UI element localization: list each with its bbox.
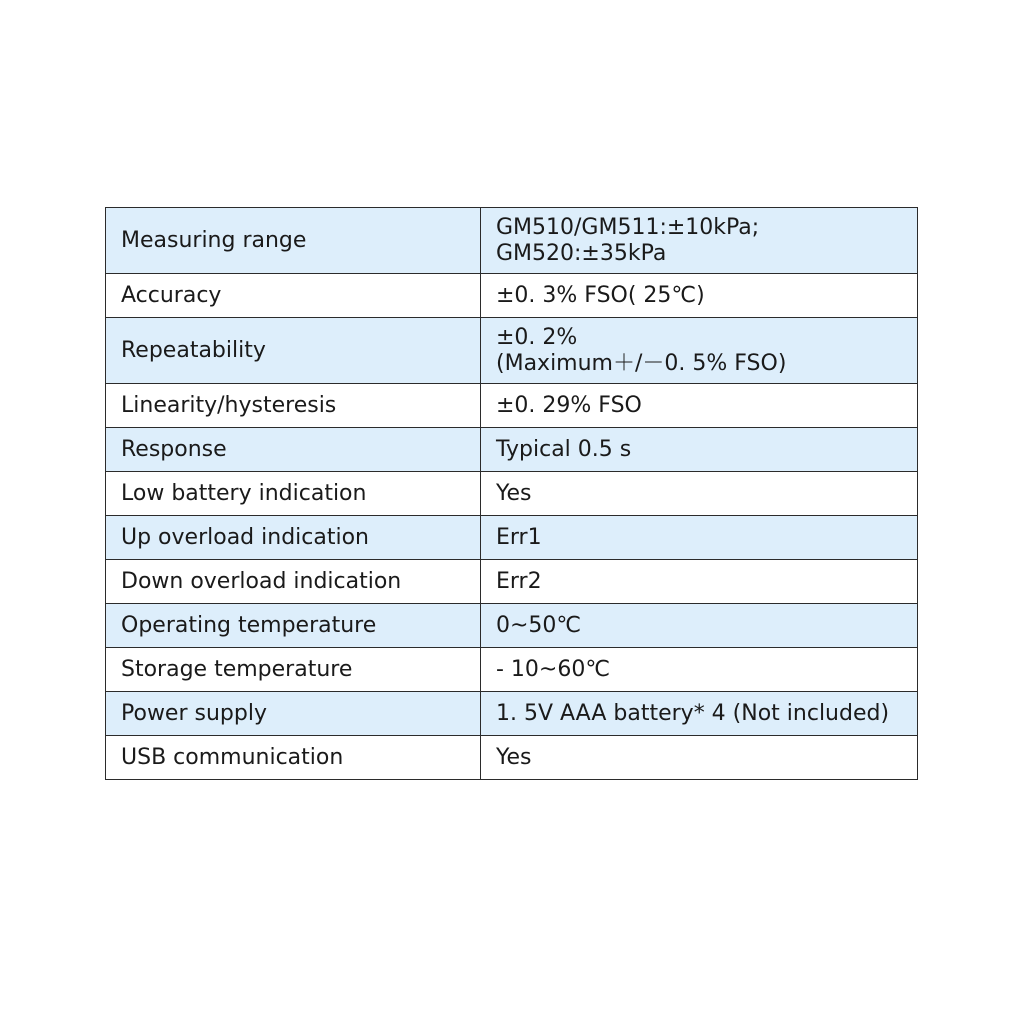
spec-label: Repeatability [106,318,481,384]
spec-value [481,604,918,648]
table-row [106,384,918,428]
spec-value [481,560,918,604]
spec-value-line: GM510/GM511:±10kPa; [496,214,760,240]
spec-value-line: 0~50℃ [496,612,582,638]
spec-label: Up overload indication [106,516,481,560]
spec-label: Power supply [106,692,481,736]
table-row [106,648,918,692]
table-row [106,516,918,560]
spec-table [105,207,918,780]
spec-value-line: (Maximum＋/－0. 5% FSO) [496,350,787,376]
spec-value-line: 1. 5V AAA battery* 4 (Not included) [496,700,890,726]
spec-value-line: ±0. 2% [496,324,578,350]
table-row [106,604,918,648]
spec-value [481,736,918,780]
spec-value [481,208,918,274]
spec-label: Low battery indication [106,472,481,516]
table-row [106,692,918,736]
spec-label: Response [106,428,481,472]
spec-label: Down overload indication [106,560,481,604]
table-row [106,428,918,472]
spec-label: Accuracy [106,274,481,318]
table-row [106,736,918,780]
spec-value [481,692,918,736]
spec-value [481,318,918,384]
spec-value-line: ±0. 29% FSO [496,392,642,418]
spec-label: Measuring range [106,208,481,274]
table-row [106,274,918,318]
spec-value-line: Typical 0.5 s [496,436,632,462]
spec-label: Storage temperature [106,648,481,692]
spec-label: USB communication [106,736,481,780]
spec-value-line: GM520:±35kPa [496,240,667,266]
table-row [106,208,918,274]
spec-value [481,384,918,428]
spec-value [481,516,918,560]
spec-value-line: - 10~60℃ [496,656,611,682]
spec-value-line: Yes [496,744,532,770]
spec-value [481,648,918,692]
spec-value-line: Yes [496,480,532,506]
spec-value [481,428,918,472]
spec-label: Linearity/hysteresis [106,384,481,428]
spec-value-line: Err2 [496,568,542,594]
table-row [106,560,918,604]
spec-value-line: Err1 [496,524,542,550]
spec-label: Operating temperature [106,604,481,648]
spec-value [481,472,918,516]
spec-value-line: ±0. 3% FSO( 25℃) [496,282,705,308]
table-row [106,318,918,384]
table-row [106,472,918,516]
spec-value [481,274,918,318]
